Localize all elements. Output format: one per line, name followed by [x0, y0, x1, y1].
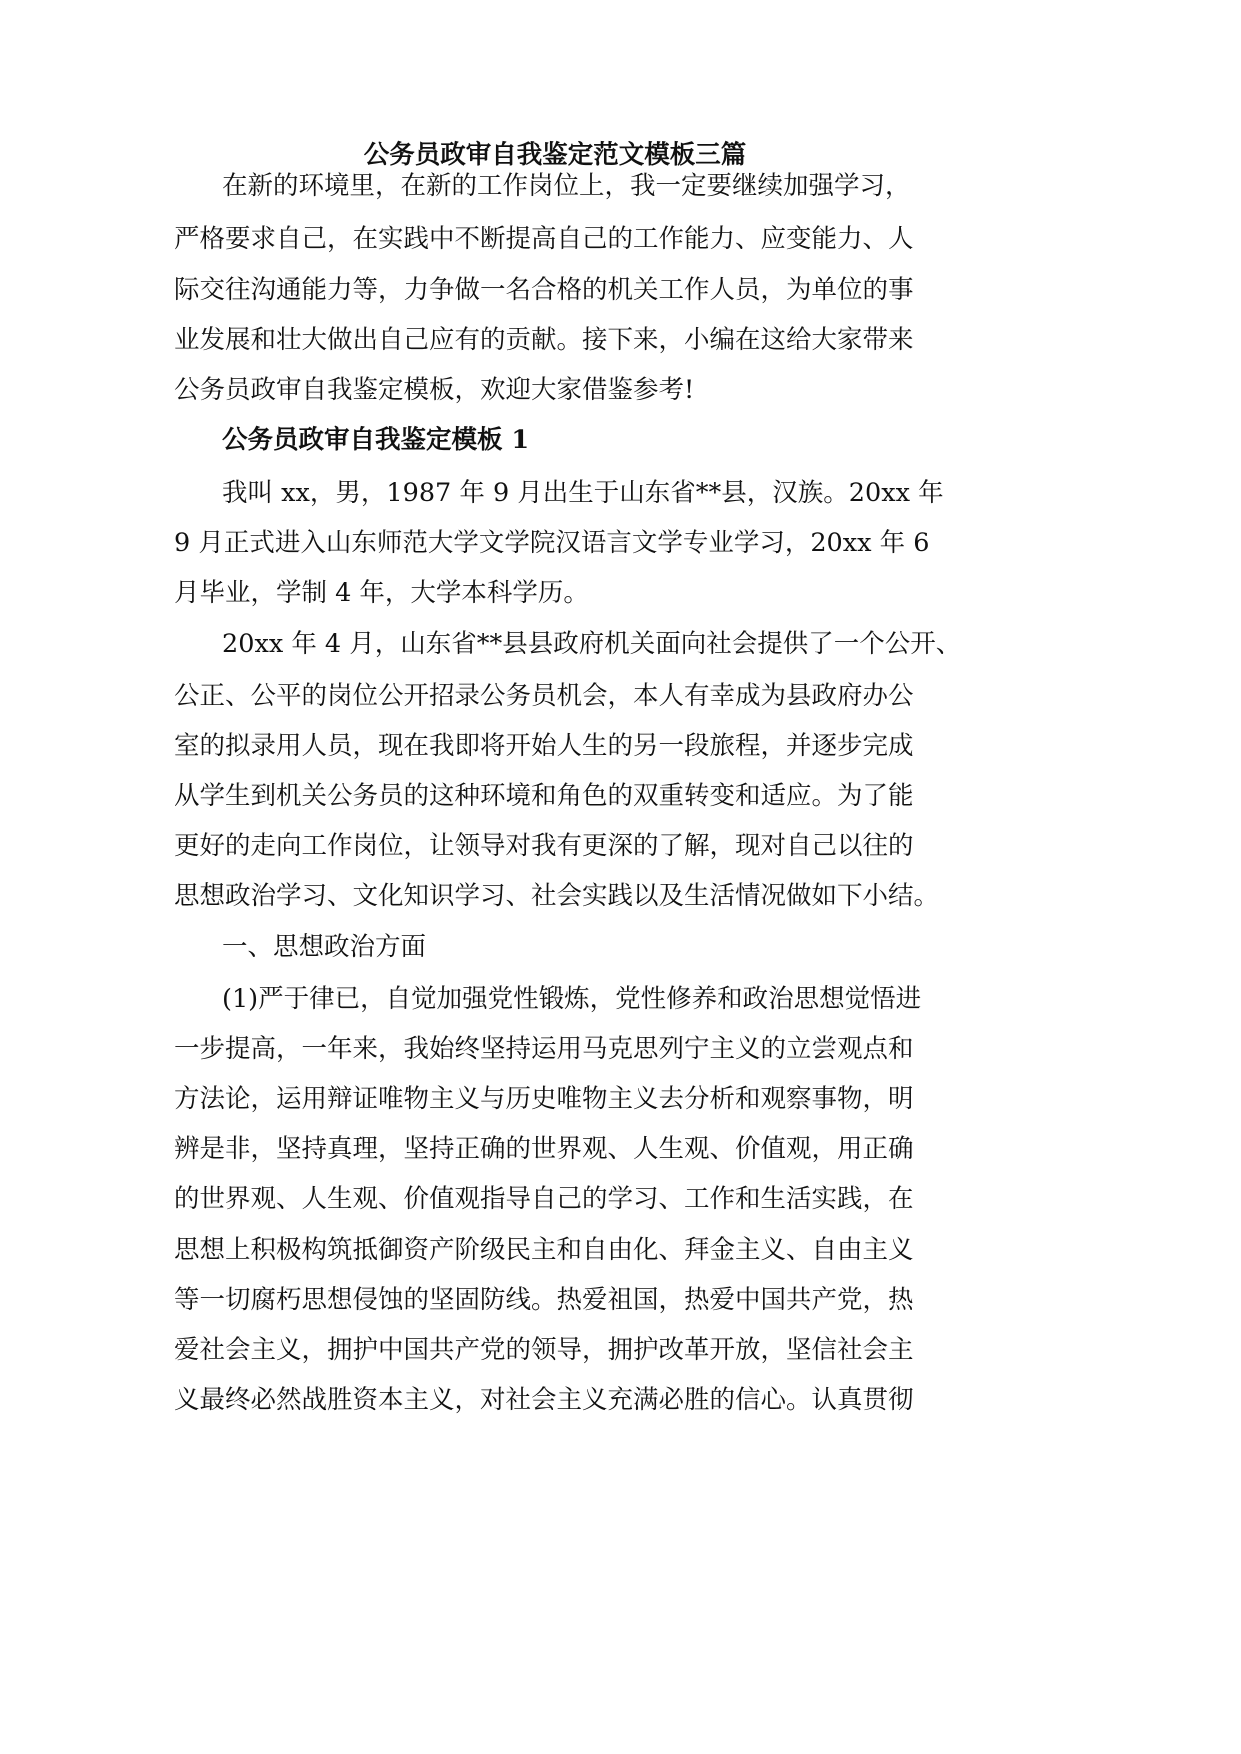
subheading: 一、思想政治方面 — [222, 932, 427, 962]
paragraph-line: 思想政治学习、文化知识学习、社会实践以及生活情况做如下小结。 — [174, 881, 940, 911]
paragraph-line: 更好的走向工作岗位，让领导对我有更深的了解，现对自己以往的 — [174, 831, 914, 861]
paragraph-line: 公正、公平的岗位公开招录公务员机会，本人有幸成为县政府办公 — [174, 681, 914, 711]
paragraph-line: 爱社会主义，拥护中国共产党的领导，拥护改革开放，坚信社会主 — [174, 1335, 914, 1365]
paragraph-line: 9 月正式进入山东师范大学文学院汉语言文学专业学习，20xx 年 6 — [174, 528, 930, 558]
document-title: 公务员政审自我鉴定范文模板三篇 — [363, 140, 747, 170]
section-heading: 公务员政审自我鉴定模板 1 — [222, 425, 530, 455]
paragraph-line: 室的拟录用人员，现在我即将开始人生的另一段旅程，并逐步完成 — [174, 731, 914, 761]
paragraph-line: 义最终必然战胜资本主义，对社会主义充满必胜的信心。认真贯彻 — [174, 1385, 914, 1415]
paragraph-line: 月毕业，学制 4 年，大学本科学历。 — [174, 578, 589, 608]
paragraph-line: 的世界观、人生观、价值观指导自己的学习、工作和生活实践，在 — [174, 1184, 914, 1214]
paragraph-line: 我叫 xx，男，1987 年 9 月出生于山东省**县，汉族。20xx 年 — [222, 478, 944, 508]
paragraph-line: 一步提高，一年来，我始终坚持运用马克思列宁主义的立尝观点和 — [174, 1034, 914, 1064]
paragraph-line: 辨是非，坚持真理，坚持正确的世界观、人生观、价值观，用正确 — [174, 1134, 914, 1164]
paragraph-line: 从学生到机关公务员的这种环境和角色的双重转变和适应。为了能 — [174, 781, 914, 811]
paragraph-line: (1)严于律已，自觉加强党性锻炼，党性修养和政治思想觉悟进 — [222, 984, 922, 1014]
intro-line: 际交往沟通能力等，力争做一名合格的机关工作人员，为单位的事 — [174, 275, 914, 305]
intro-line: 在新的环境里，在新的工作岗位上，我一定要继续加强学习， — [222, 171, 911, 201]
paragraph-line: 20xx 年 4 月，山东省**县县政府机关面向社会提供了一个公开、 — [222, 629, 962, 659]
paragraph-line: 方法论，运用辩证唯物主义与历史唯物主义去分析和观察事物，明 — [174, 1084, 914, 1114]
intro-line: 严格要求自己，在实践中不断提高自己的工作能力、应变能力、人 — [174, 224, 914, 254]
intro-line: 公务员政审自我鉴定模板，欢迎大家借鉴参考! — [174, 375, 695, 405]
paragraph-line: 思想上积极构筑抵御资产阶级民主和自由化、拜金主义、自由主义 — [174, 1235, 914, 1265]
paragraph-line: 等一切腐朽思想侵蚀的坚固防线。热爱祖国，热爱中国共产党，热 — [174, 1285, 914, 1315]
intro-line: 业发展和壮大做出自己应有的贡献。接下来，小编在这给大家带来 — [174, 325, 914, 355]
